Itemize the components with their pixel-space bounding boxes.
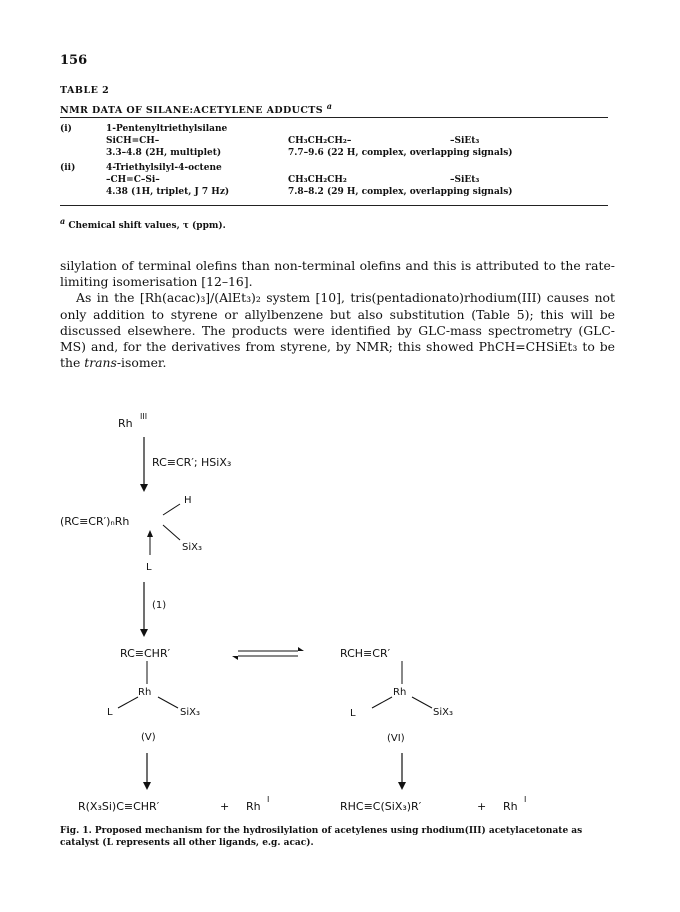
scheme-label-vi: (VI) [387,733,405,744]
body-paragraph-2 [60,290,615,371]
scheme-arrowhead-1 [140,484,148,492]
scheme-rh-oxidation-state: III [140,412,148,421]
scheme-bond-six3 [163,525,180,540]
scheme-rh-i-1: Rh [246,800,261,813]
scheme-bond-vi-six3 [412,697,432,708]
scheme-bond-v-l [118,697,138,708]
body-paragraph-1: silylation of terminal olefins than non-terminal olefins and this is attributed to the rate-limiting isomerisation [12–16]. [60,258,615,290]
scheme-plus-1: + [220,800,230,813]
body-paragraph-2-b: -isomer. [116,355,167,371]
body-paragraph-2-a: As in the [Rh(acac)₃]/(AlEt₃)₂ system [10], tris(pentadionato)rhodium(III) causes not only addition to styrene or allylbenzene but also substitution (Table 5); this will be discussed elsewhere. The products were identified by GLC-mass spectrometry (GLC-MS) and, for the derivatives from styrene, by NMR; this showed PhCH=CHSiEt₃ to be the [60,290,615,371]
row2-compound-name: 4-Triethylsilyl-4-octene [106,163,222,173]
table-title-footnote-mark: a [326,101,333,111]
row2-group3: –SiEt₃ [450,175,480,185]
scheme-ligand-l: L [146,562,152,573]
scheme-reagents: RC≡CR′; HSiX₃ [152,456,232,469]
scheme-arrowhead-v-product [143,782,151,790]
scheme-label-v: (V) [141,732,156,743]
scheme-alkene-v: RC≡CHR′ [120,647,171,660]
scheme-bond-h [163,504,180,515]
table-title [60,101,332,116]
scheme-rh-v: Rh [138,687,152,698]
scheme-l-v: L [107,707,113,718]
table-footnote-text: Chemical shift values, τ (ppm). [68,221,226,231]
scheme-arrowhead-2 [140,629,148,637]
row1-group2: CH₃CH₂CH₂– [288,136,352,146]
scheme-plus-2: + [477,800,487,813]
table-footnote-mark: a [60,216,66,226]
scheme-l-arrowhead [147,530,153,537]
scheme-bond-v-six3 [158,697,178,708]
row2-id: (ii) [60,163,76,173]
scheme-rh: Rh [118,417,133,430]
scheme-hydrogen: H [184,495,192,506]
scheme-bond-vi-l [372,697,392,708]
row1-id: (i) [60,124,72,134]
scheme-step-1: (1) [152,600,167,611]
row2-group: –CH=C–Si– [106,175,160,185]
table-label: TABLE 2 [60,85,110,96]
row1-compound-name: 1-Pentenyltriethylsilane [106,124,228,134]
body-paragraph-2-emphasis: trans [84,355,117,371]
scheme-equilibrium-forward-head [298,647,304,651]
table-top-rule [60,117,608,118]
row2-shift2: 7.8–8.2 (29 H, complex, overlapping signals) [288,187,513,197]
scheme-six3: SiX₃ [182,542,202,553]
scheme-six3-vi: SiX₃ [433,707,453,718]
scheme-arrowhead-vi-product [398,782,406,790]
scheme-l-vi: L [350,708,356,719]
table-bottom-rule [60,205,608,206]
scheme-rh-i-2-oxidation-state: I [524,795,527,804]
table-footnote [60,216,226,231]
scheme-six3-v: SiX₃ [180,707,200,718]
figure-caption: Fig. 1. Proposed mechanism for the hydrosilylation of acetylenes using rhodium(III) acetylacetonate as catalyst (L represents all other ligands, e.g. acac). [60,826,583,848]
scheme-rh-i-1-oxidation-state: I [267,795,270,804]
scheme-equilibrium-reverse-head [232,656,238,660]
row1-group: SiCH=CH– [106,136,160,146]
row2-group2: CH₃CH₂CH₂ [288,175,347,185]
scheme-rh-i-2: Rh [503,800,518,813]
scheme-product-v: R(X₃Si)C≡CHR′ [78,800,160,813]
row1-shift2: 7.7–9.6 (22 H, complex, overlapping signals) [288,148,513,158]
scheme-alkene-vi: RCH≡CR′ [340,647,391,660]
scheme-rh-vi: Rh [393,687,407,698]
page-number: 156 [60,53,88,68]
table-title-text: NMR DATA OF SILANE:ACETYLENE ADDUCTS [60,105,324,117]
row2-shift1: 4.38 (1H, triplet, J 7 Hz) [106,187,230,197]
row1-group3: –SiEt₃ [450,136,480,146]
scheme-complex: (RC≡CR′)ₙRh [60,515,130,528]
scheme-product-vi: RHC≡C(SiX₃)R′ [340,800,422,813]
body-text [60,258,615,371]
row1-shift1: 3.3–4.8 (2H, multiplet) [106,148,222,158]
reaction-scheme [0,400,680,820]
